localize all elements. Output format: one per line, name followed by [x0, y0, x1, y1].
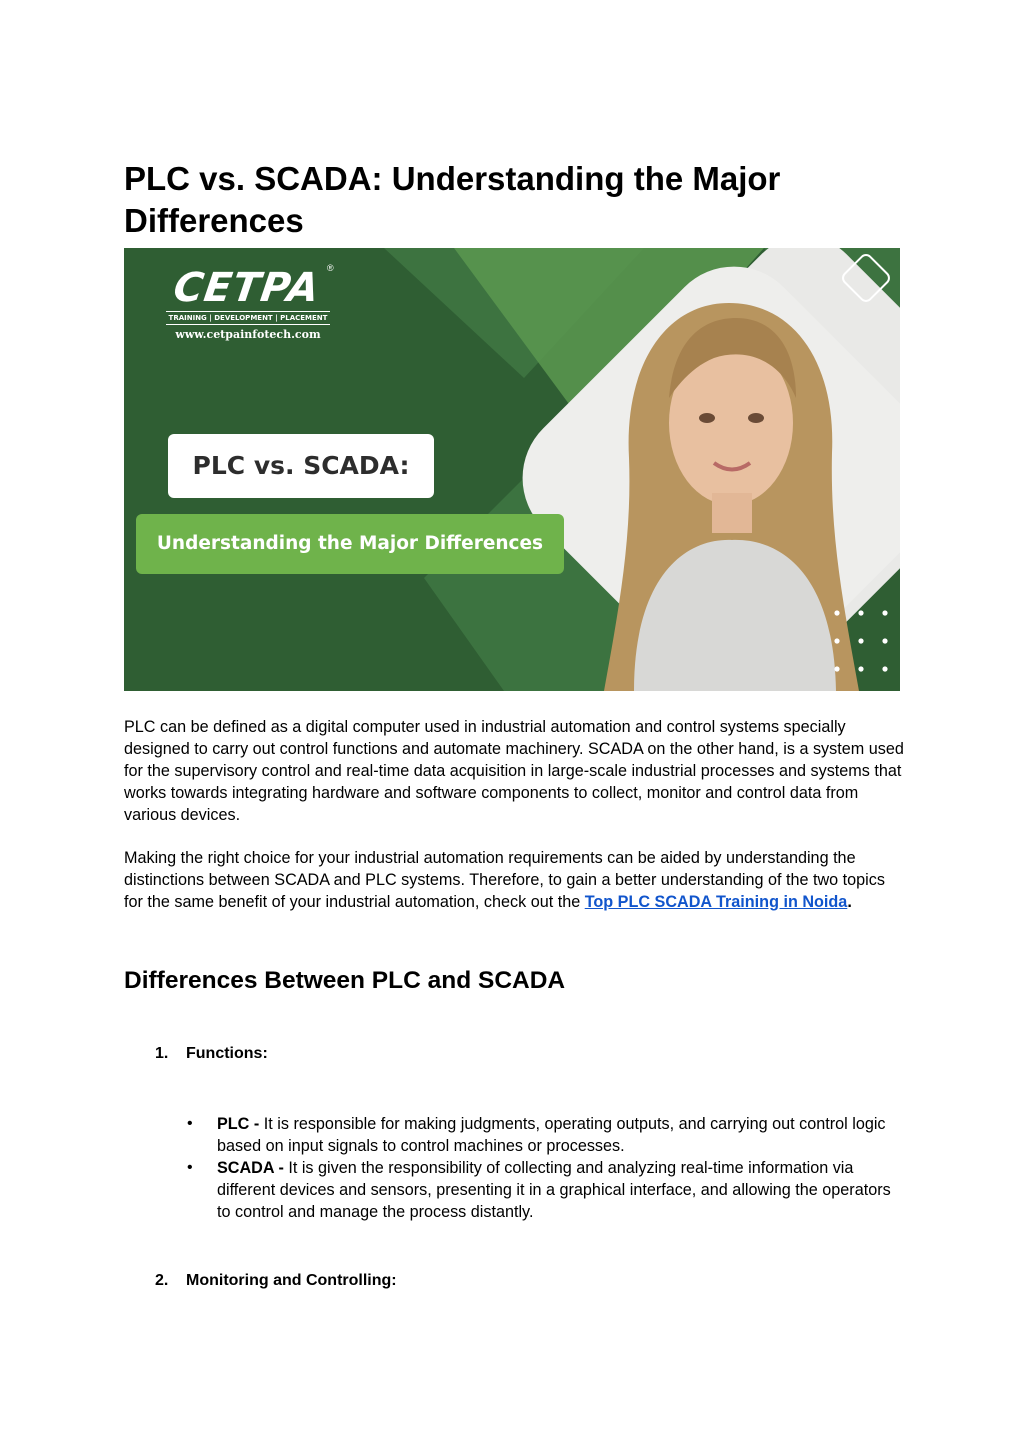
item-label: Functions: [186, 1045, 268, 1062]
list-item-scada [185, 1157, 905, 1223]
cetpa-logo: CETPA [170, 265, 323, 311]
item-number: 1. [155, 1045, 169, 1062]
bullet-term: SCADA - [217, 1159, 289, 1177]
bullet-text: It is responsible for making judgments, operating outputs, and carrying out control logic based on input signals to control machines or processes. [217, 1115, 886, 1155]
functions-bullet-list [185, 1113, 905, 1223]
bullet-term: PLC - [217, 1115, 264, 1133]
hero-banner-image [124, 248, 900, 691]
section-heading: Differences Between PLC and SCADA [124, 967, 566, 994]
logo-url: www.cetpainfotech.com [175, 328, 321, 341]
plc-scada-training-link[interactable]: Top PLC SCADA Training in Noida [584, 893, 848, 911]
page-title: PLC vs. SCADA: Understanding the Major Differences [124, 160, 781, 239]
logo-tagline: TRAINING | DEVELOPMENT | PLACEMENT [166, 311, 330, 325]
intro-paragraph-2-text: Making the right choice for your industrial automation requirements can be aided by understanding the distinctions between SCADA and PLC systems. Therefore, to gain a better understanding of the two topics for the same benefit of your industrial automation, check out the [124, 849, 885, 911]
banner-title-box: PLC vs. SCADA: [168, 434, 434, 498]
numbered-item-monitoring [155, 1270, 397, 1292]
intro-paragraph-2 [124, 847, 904, 913]
bullet-icon: • [187, 1159, 193, 1176]
bullet-text: It is given the responsibility of collecting and analyzing real-time information via different devices and sensors, presenting it in a graphical interface, and allowing the operators to control and manage the process distantly. [217, 1159, 891, 1221]
item-label: Monitoring and Controlling: [186, 1272, 397, 1289]
numbered-item-functions [155, 1043, 268, 1065]
item-number: 2. [155, 1272, 169, 1289]
banner-subtitle-box: Understanding the Major Differences [136, 514, 564, 574]
registered-mark: ® [327, 263, 334, 273]
bullet-icon: • [187, 1115, 193, 1132]
list-item-plc [185, 1113, 905, 1157]
intro-paragraph-2-end: . [847, 893, 852, 911]
intro-paragraph-1: PLC can be defined as a digital computer used in industrial automation and control systems specially designed to carry out control functions and automate machinery. SCADA on the other hand, is a system used for the supervisory control and real-time data acquisition in large-scale industrial processes and systems that works towards integrating hardware and software components to collect, monitor and control data from various devices. [124, 718, 904, 824]
